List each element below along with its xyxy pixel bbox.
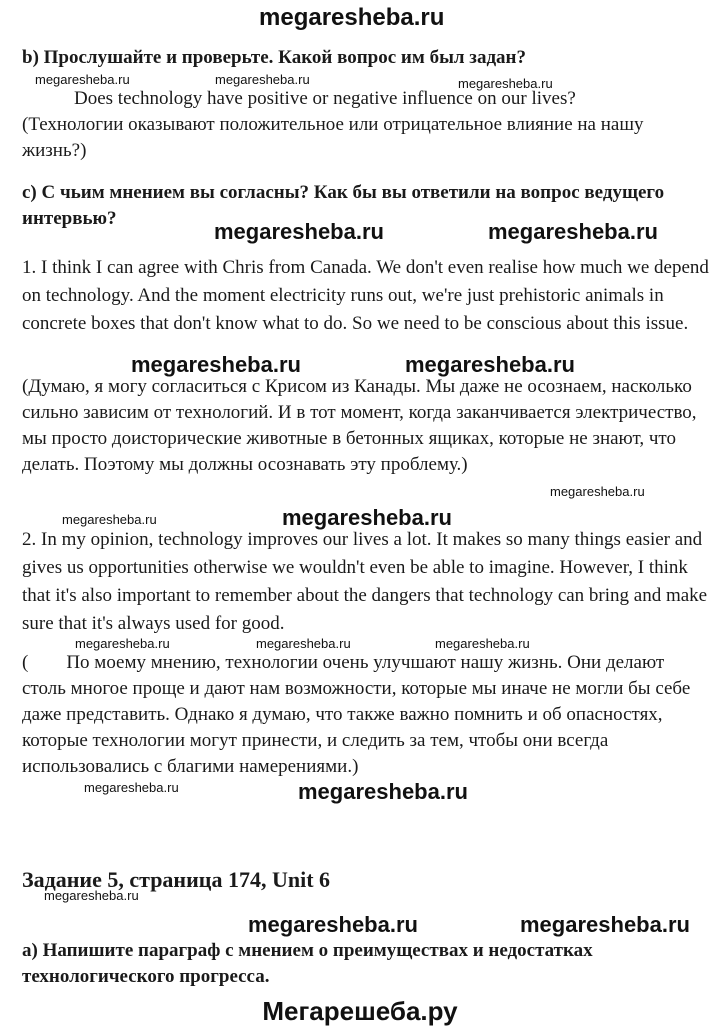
answer-1-ru: (Думаю, я могу согласиться с Крисом из Канады. Мы даже не осознаем, насколько сильно зависим от технологий. И в тот момент, когда заканчивается электричество, мы просто доисторические животные в бетонных ящиках, которые не знают, что делать. Поэтому мы должны осознавать эту проблему.): [22, 376, 697, 475]
task5-instruction-a: a) Напишите параграф с мнением о преимуществах и недостатках технологического прогресса.: [22, 940, 593, 987]
watermark: megaresheba.ru: [35, 72, 130, 87]
watermark: megaresheba.ru: [214, 219, 384, 244]
watermark: megaresheba.ru: [131, 352, 301, 377]
watermark: megaresheba.ru: [44, 888, 139, 903]
answer-1-en: 1. I think I can agree with Chris from Canada. We don't even realise how much we depend on technology. And the moment electricity runs out, we're just prehistoric animals in concrete boxes that don't know what to do. So we need to be conscious about this issue.: [22, 257, 709, 334]
watermark: megaresheba.ru: [520, 912, 690, 937]
answer-2-en: 2. In my opinion, technology improves our lives a lot. It makes so many things easier and gives us opportunities otherwise we wouldn't even be able to imagine. However, I think that it's also important to remember about the dangers that technology can bring and make sure that it's always used for good.: [22, 529, 708, 634]
site-header: megaresheba.ru: [259, 4, 445, 31]
watermark: megaresheba.ru: [298, 779, 468, 804]
section-b-question-ru: (Технологии оказывают положительное или отрицательное влияние на нашу жизнь?): [22, 114, 644, 161]
task5-title: Задание 5, страница 174, Unit 6: [22, 867, 331, 892]
watermark: megaresheba.ru: [405, 352, 575, 377]
site-footer: Мегарешеба.ру: [262, 996, 458, 1026]
watermark: megaresheba.ru: [488, 219, 658, 244]
watermark: megaresheba.ru: [550, 484, 645, 499]
watermark: megaresheba.ru: [75, 636, 170, 651]
watermark: megaresheba.ru: [248, 912, 418, 937]
watermark: megaresheba.ru: [84, 780, 179, 795]
watermark: megaresheba.ru: [435, 636, 530, 651]
answer-2-ru: ( По моему мнению, технологии очень улучшают нашу жизнь. Они делают столь многое проще и дают нам возможности, которые мы иначе не могли бы себе даже представить. Однако я думаю, что также важно помнить и об опасностях, которые технологии могут принести, и следить за тем, чтобы они всегда использовались с благими намерениями.): [22, 652, 696, 777]
section-b-question-en: Does technology have positive or negative influence on our lives?: [74, 88, 576, 109]
watermark: megaresheba.ru: [256, 636, 351, 651]
watermark: megaresheba.ru: [282, 505, 452, 530]
watermark: megaresheba.ru: [458, 76, 553, 91]
section-c-instruction: c) С чьим мнением вы согласны? Как бы вы ответили на вопрос ведущего интервью?: [22, 182, 665, 229]
section-b-instruction: b) Прослушайте и проверьте. Какой вопрос им был задан?: [22, 47, 527, 68]
watermark: megaresheba.ru: [215, 72, 310, 87]
watermark: megaresheba.ru: [62, 512, 157, 527]
